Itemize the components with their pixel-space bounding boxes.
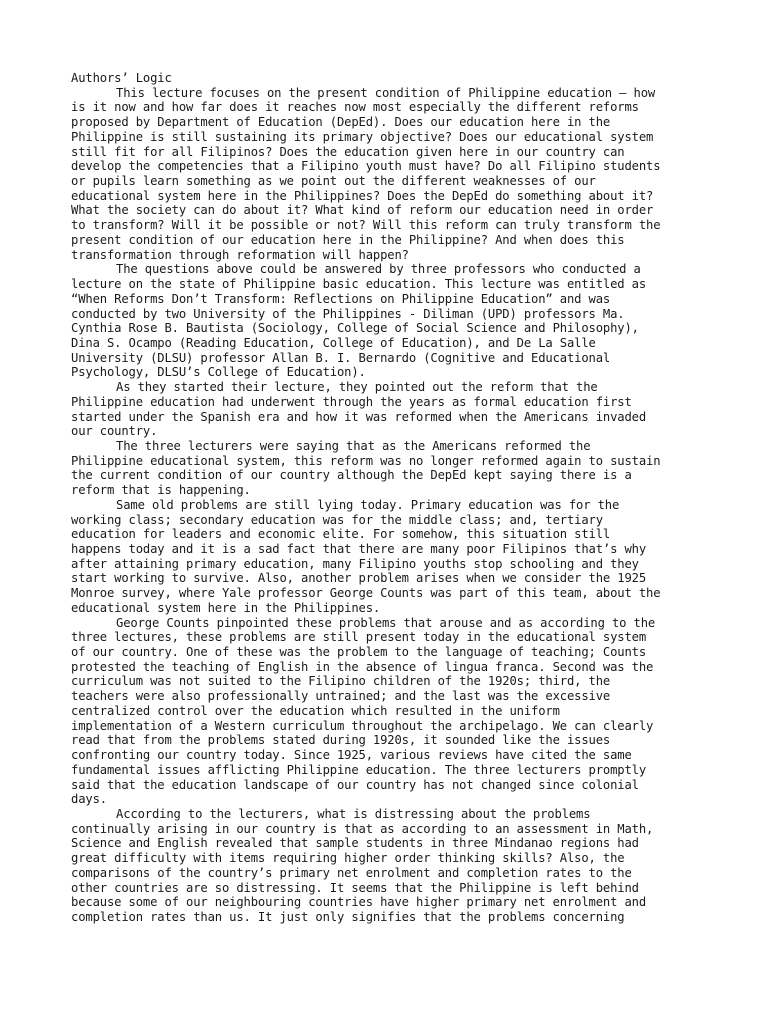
document-title: Authors’ Logic [71, 71, 172, 85]
paragraph: This lecture focuses on the present condition of Philippine education – how is it now and how far does it reaches now most especially the different reforms proposed by Department of Education (DepEd). Does our education here in the Philippine is still sustaining its primary objective? Does our educational system still fit for all Filipinos? Does the education given here in our country can develop the competencies that a Filipino youth must have? Do all Filipino students or pupils learn something as we point out the different weaknesses of our educational system here in the Philippines? Does the DepEd do something about it? What the society can do about it? What kind of reform our education need in order to transform? Will it be possible or not? Will this reform can truly transform the present condition of our education here in the Philippine? And when does this transformation through reformation will happen? [71, 85, 661, 262]
document-page [71, 71, 701, 925]
paragraph: The three lecturers were saying that as the Americans reformed the Philippine educational system, this reform was no longer reformed again to sustain the current condition of our country although the DepEd kept saying there is a reform that is happening. [71, 438, 661, 498]
paragraph: As they started their lecture, they pointed out the reform that the Philippine education had underwent through the years as formal education first started under the Spanish era and how it was reformed when the Americans invaded our country. [71, 380, 646, 439]
paragraph: According to the lecturers, what is distressing about the problems continually arising in our country is that as according to an assessment in Math, Science and English revealed that sample students in three Mindanao regions had great difficulty with items requiring higher order thinking skills? Also, the comparisons of the country’s primary net enrolment and completion rates to the other countries are so distressing. It seems that the Philippine is left behind because some of our neighbouring countries have higher primary net enrolment and completion rates than us. It just only signifies that the problems concerning [71, 806, 654, 924]
paragraph: The questions above could be answered by three professors who conducted a lecture on the state of Philippine basic education. This lecture was entitled as “When Reforms Don’t Transform: Reflections on Philippine Education” and was conducted by two University of the Philippines - Diliman (UPD) professors Ma. Cynthia Rose B. Bautista (Sociology, College of Social Science and Philosophy), Dina S. Ocampo (Reading Education, College of Education), and De La Salle University (DLSU) professor Allan B. I. Bernardo (Cognitive and Educational Psychology, DLSU’s College of Education). [71, 262, 646, 380]
paragraph: Same old problems are still lying today. Primary education was for the working class; secondary education was for the middle class; and, tertiary education for leaders and economic elite. For somehow, this situation still happens today and it is a sad fact that there are many poor Filipinos that’s why after attaining primary education, many Filipino youths stop schooling and they start working to survive. Also, another problem arises when we consider the 1925 Monroe survey, where Yale professor George Counts was part of this team, about the educational system here in the Philippines. [71, 497, 661, 615]
paragraph: George Counts pinpointed these problems that arouse and as according to the three lectures, these problems are still present today in the educational system of our country. One of these was the problem to the language of teaching; Counts protested the teaching of English in the absence of lingua franca. Second was the curriculum was not suited to the Filipino children of the 1920s; third, the teachers were also professionally untrained; and the last was the excessive centralized control over the education which resulted in the uniform implementation of a Western curriculum throughout the archipelago. We can clearly read that from the problems stated during 1920s, it sounded like the issues confronting our country today. Since 1925, various reviews have cited the same fundamental issues afflicting Philippine education. The three lecturers promptly said that the education landscape of our country has not changed since colonial days. [71, 615, 656, 807]
